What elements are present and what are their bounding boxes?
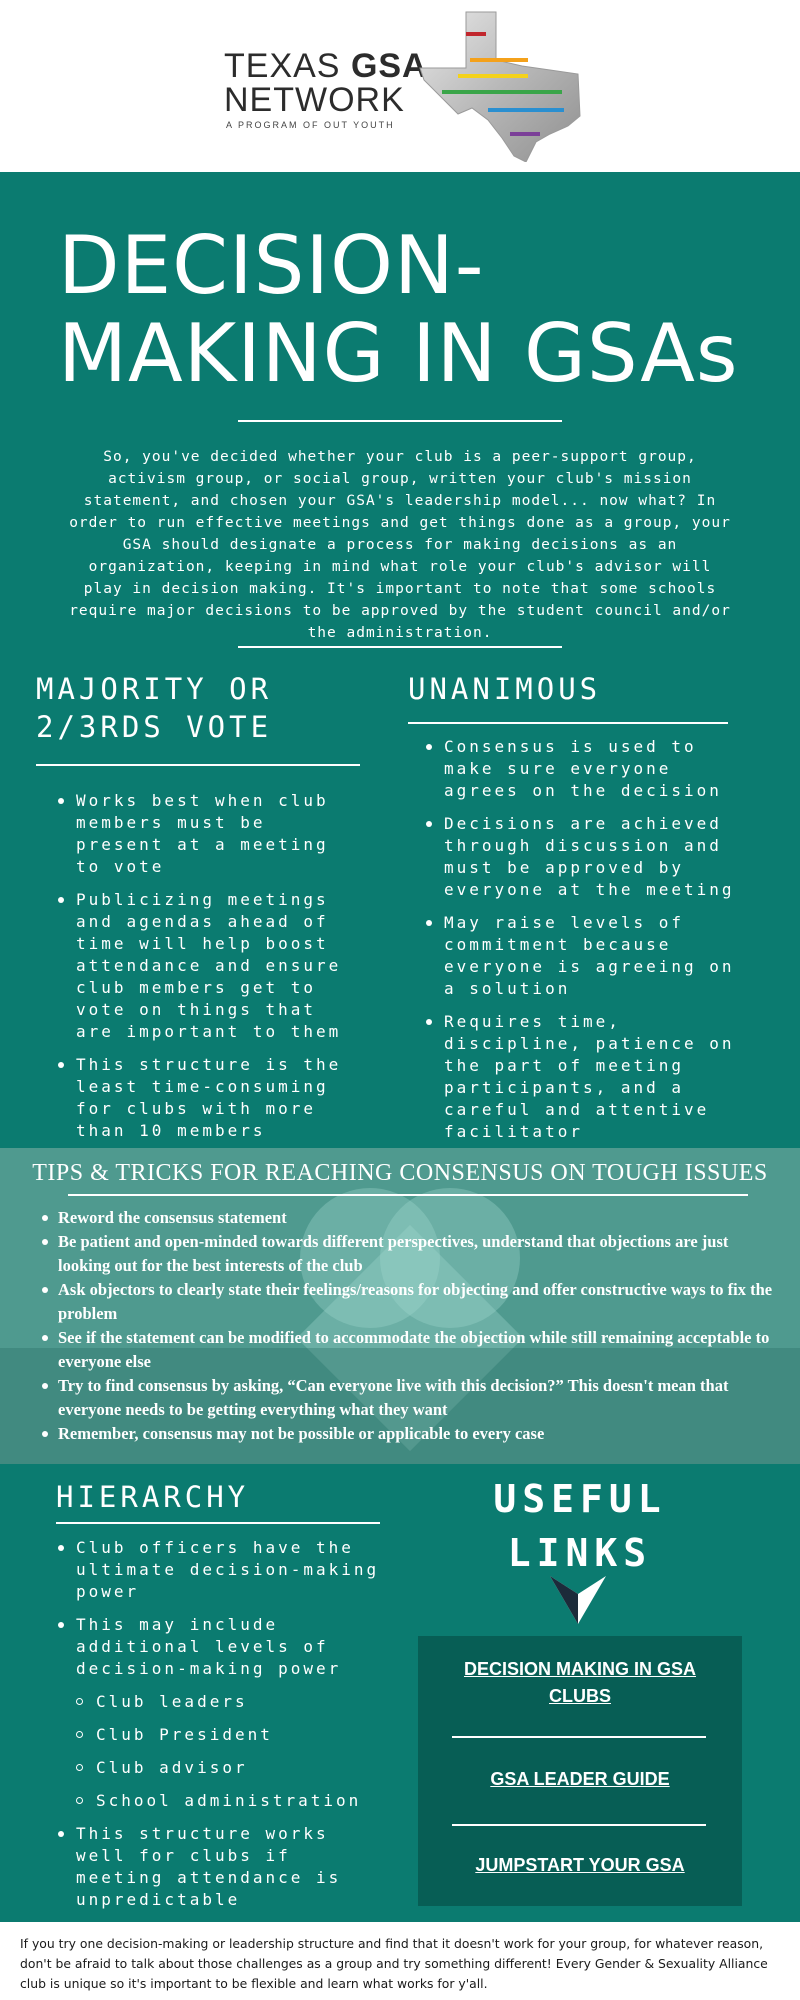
page-title-line1: DECISION- [58, 219, 485, 312]
link-jumpstart[interactable]: JUMPSTART YOUR GSA [475, 1855, 685, 1875]
divider [68, 1194, 748, 1196]
divider [238, 420, 562, 422]
useful-links-heading [430, 1472, 730, 1580]
divider [36, 764, 360, 766]
divider [452, 1824, 706, 1826]
list-item: May raise levels of commitment because everyone is agreeing on a solution [424, 912, 754, 1000]
sub-list-item: Club leaders [56, 1691, 386, 1713]
list-item: Reword the consensus statement [40, 1206, 780, 1230]
links-box [418, 1636, 742, 1906]
list-item: Try to find consensus by asking, “Can everyone live with this decision?” This doesn't mean that everyone needs to be getting everything what they want [40, 1374, 780, 1422]
logo-texas: TEXAS [224, 47, 351, 85]
list-item: This structure works well for clubs if meeting attendance is unpredictable [56, 1823, 386, 1911]
tips-list [40, 1206, 780, 1446]
divider [238, 646, 562, 648]
list-item: See if the statement can be modified to accommodate the objection while still remaining acceptable to everyone else [40, 1326, 780, 1374]
list-item: Be patient and open-minded towards different perspectives, understand that objections are just looking out for the best interests of the club [40, 1230, 780, 1278]
link-gsa-leader-guide[interactable]: GSA LEADER GUIDE [490, 1769, 670, 1789]
list-item: Remember, consensus may not be possible or applicable to every case [40, 1422, 780, 1446]
list-item: Club officers have the ultimate decision-making power [56, 1537, 386, 1603]
list-item: This may include additional levels of decision-making power [56, 1614, 386, 1680]
unanimous-list [424, 736, 754, 1154]
logo-tagline: A PROGRAM OF OUT YOUTH [226, 120, 395, 130]
list-item: Decisions are achieved through discussion and must be approved by everyone at the meeting [424, 813, 754, 901]
list-item: Requires time, discipline, patience on the part of meeting participants, and a careful and attentive facilitator [424, 1011, 754, 1143]
link-decision-making[interactable]: DECISION MAKING IN GSA CLUBS [463, 1659, 696, 1706]
list-item: This structure is the least time-consuming for clubs with more than 10 members [56, 1054, 366, 1142]
majority-heading [36, 670, 376, 746]
intro-paragraph: So, you've decided whether your club is a peer-support group, activism group, or social group, written your club's mission statement, and chosen your GSA's leadership model... now what? In order to run effective meetings and get things done as a group, your GSA should designate a process for making decisions as an organization, keeping in mind what role your club's advisor will play in decision making. It's important to note that some schools require major decisions to be approved by the student council and/or the administration. [69, 449, 731, 641]
majority-list [56, 790, 366, 1153]
sub-list-item: School administration [56, 1790, 386, 1812]
sub-list-item: Club advisor [56, 1757, 386, 1779]
divider [452, 1736, 706, 1738]
list-item: Works best when club members must be present at a meeting to vote [56, 790, 366, 878]
hierarchy-list [56, 1537, 386, 1922]
useful-links-heading-line2: LINKS [507, 1531, 653, 1575]
texas-map-icon [418, 10, 584, 162]
logo-network: NETWORK [224, 81, 405, 119]
list-item: Consensus is used to make sure everyone agrees on the decision [424, 736, 754, 802]
logo-text [224, 48, 428, 84]
sub-list-item: Club President [56, 1724, 386, 1746]
divider [56, 1522, 380, 1524]
tips-heading: TIPS & TRICKS FOR REACHING CONSENSUS ON TOUGH ISSUES [32, 1160, 768, 1186]
unanimous-heading: UNANIMOUS [408, 672, 602, 706]
useful-links-heading-line1: USEFUL [493, 1477, 667, 1521]
majority-heading-line2: 2/3RDS VOTE [36, 710, 273, 744]
list-item: Ask objectors to clearly state their feelings/reasons for objecting and offer constructive ways to fix the problem [40, 1278, 780, 1326]
logo-gsa: GSA [350, 47, 428, 85]
divider [408, 722, 728, 724]
footer-text: If you try one decision-making or leadership structure and find that it doesn't work for your group, for whatever reason, don't be afraid to talk about those challenges as a group and try something different! Every Gender & Sexuality Alliance club is unique so it's important to be flexible and learn what works for y'all. [20, 1936, 768, 1991]
list-item: Publicizing meetings and agendas ahead of time will help boost attendance and ensure club members get to vote on things that are important to them [56, 889, 366, 1043]
page-title-line2: MAKING IN GSAs [58, 307, 739, 400]
hierarchy-heading: HIERARCHY [56, 1480, 250, 1514]
arrow-down-icon [548, 1572, 608, 1628]
majority-heading-line1: MAJORITY OR [36, 672, 273, 706]
